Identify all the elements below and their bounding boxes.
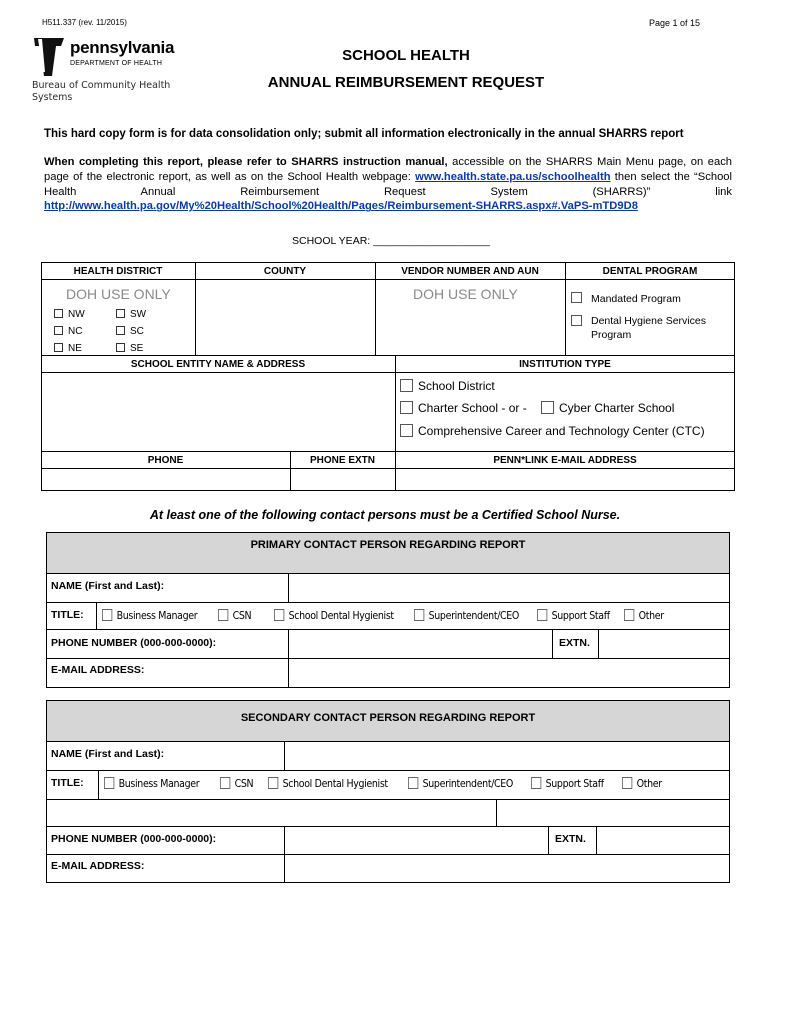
instructions-paragraph <box>44 155 732 214</box>
instructions-text-1: accessible on the SHARRS Main Menu page, on each page of the electronic report, as well as on the School Health webpage: <box>44 156 733 183</box>
county-field[interactable] <box>196 280 375 355</box>
district-nw[interactable]: NW <box>54 306 85 324</box>
secondary-blank-field[interactable] <box>497 800 729 826</box>
header-phone-extn: PHONE EXTN <box>309 455 375 466</box>
primary-extn-field[interactable] <box>599 630 729 658</box>
secondary-phone-field[interactable] <box>285 827 548 854</box>
primary-extn-label: EXTN. <box>559 637 590 649</box>
phone-field[interactable] <box>42 469 290 490</box>
header-health-district: HEALTH DISTRICT <box>73 266 163 277</box>
doh-use-only-district: DOH USE ONLY <box>66 286 171 302</box>
primary-title-dental-hygienist[interactable]: School Dental Hygienist <box>274 609 394 622</box>
primary-title-business-manager[interactable]: Business Manager <box>102 609 197 622</box>
inst-charter[interactable]: Charter School - or - <box>400 401 530 415</box>
inst-cyber-charter[interactable]: Cyber Charter School <box>541 401 674 415</box>
entity-name-address-field[interactable] <box>42 373 395 451</box>
sharrs-link[interactable]: http://www.health.pa.gov/My%20Health/School%20Health/Pages/Reimbursement-SHARRS.aspx#.VaPS-mTD9D8 <box>44 200 638 213</box>
secondary-extn-label: EXTN. <box>555 833 586 845</box>
secondary-title: SECONDARY CONTACT PERSON REGARDING REPORT <box>240 712 536 724</box>
header-entity: SCHOOL ENTITY NAME & ADDRESS <box>130 359 306 370</box>
secondary-email-field[interactable] <box>285 855 729 882</box>
primary-title-support-staff[interactable]: Support Staff <box>537 609 610 622</box>
page-subtitle: ANNUAL REIMBURSEMENT REQUEST <box>267 74 545 91</box>
district-se[interactable]: SE <box>116 340 143 358</box>
instructions-bold: When completing this report, please refer to SHARRS instruction manual, <box>44 156 448 168</box>
dental-hygiene-label: Dental Hygiene Services Program <box>591 315 706 341</box>
instructions-text-2: then select the “School Health Annual Reimbursement Request System (SHARRS)” link <box>44 170 732 198</box>
secondary-email-label: E-MAIL ADDRESS: <box>51 860 145 872</box>
hard-copy-note: This hard copy form is for data consolidation only; submit all information electronically in the annual SHARRS report <box>44 128 684 140</box>
primary-title: PRIMARY CONTACT PERSON REGARDING REPORT <box>250 539 526 551</box>
header-email: PENN*LINK E-MAIL ADDRESS <box>493 455 637 466</box>
district-nc[interactable]: NC <box>54 323 82 341</box>
primary-title-other[interactable]: Other <box>624 609 664 622</box>
form-id: H511.337 (rev. 11/2015) <box>42 18 127 27</box>
dental-mandated[interactable] <box>571 292 681 305</box>
phone-extn-field[interactable] <box>291 469 395 490</box>
secondary-title-other[interactable]: Other <box>622 777 662 790</box>
inst-or-text: - or - <box>498 401 531 415</box>
district-sc[interactable]: SC <box>116 323 144 341</box>
primary-name-field[interactable] <box>289 574 729 602</box>
inst-ctc[interactable]: Comprehensive Career and Technology Center (CTC) <box>400 424 705 438</box>
bureau-name: Bureau of Community Health Systems <box>32 80 171 103</box>
secondary-title-csn[interactable]: CSN <box>220 777 253 790</box>
primary-email-field[interactable] <box>289 659 729 687</box>
school-year-field[interactable] <box>292 235 490 247</box>
secondary-title-business-manager[interactable]: Business Manager <box>104 777 199 790</box>
secondary-title-support-staff[interactable]: Support Staff <box>531 777 604 790</box>
district-ne[interactable]: NE <box>54 340 82 358</box>
primary-phone-label: PHONE NUMBER (000-000-0000): <box>51 637 217 649</box>
email-field[interactable] <box>396 469 734 490</box>
header-phone: PHONE <box>147 455 184 466</box>
header-dental: DENTAL PROGRAM <box>602 266 698 277</box>
secondary-other-title-field[interactable] <box>47 800 496 826</box>
secondary-phone-label: PHONE NUMBER (000-000-0000): <box>51 833 217 845</box>
secondary-title-label: TITLE: <box>51 777 84 789</box>
secondary-extn-field[interactable] <box>597 827 729 854</box>
primary-title-superintendent[interactable]: Superintendent/CEO <box>414 609 519 622</box>
secondary-name-field[interactable] <box>285 742 729 770</box>
district-checkboxes <box>54 306 184 354</box>
logo-wordmark: pennsylvania <box>70 38 175 57</box>
page-number: Page 1 of 15 <box>648 18 700 28</box>
dental-mandated-label: Mandated Program <box>591 293 681 305</box>
school-year-tail: ___ <box>472 235 490 247</box>
certified-nurse-note: At least one of the following contact persons must be a Certified School Nurse. <box>149 508 621 522</box>
logo-department: DEPARTMENT OF HEALTH <box>70 60 163 67</box>
secondary-title-dental-hygienist[interactable]: School Dental Hygienist <box>268 777 388 790</box>
dental-hygiene[interactable] <box>571 314 731 342</box>
page-title: SCHOOL HEALTH <box>342 47 470 64</box>
header-vendor: VENDOR NUMBER AND AUN <box>401 266 539 277</box>
secondary-name-label: NAME (First and Last): <box>51 748 165 760</box>
primary-title-label: TITLE: <box>51 609 84 621</box>
inst-school-district[interactable]: School District <box>400 379 495 393</box>
secondary-title-superintendent[interactable]: Superintendent/CEO <box>408 777 513 790</box>
primary-name-label: NAME (First and Last): <box>51 580 165 592</box>
primary-email-label: E-MAIL ADDRESS: <box>51 664 145 676</box>
primary-title-csn[interactable]: CSN <box>218 609 251 622</box>
schoolhealth-link[interactable]: www.health.state.pa.us/schoolhealth <box>415 170 611 183</box>
doh-use-only-vendor: DOH USE ONLY <box>413 286 518 302</box>
primary-phone-field[interactable] <box>289 630 552 658</box>
school-year-label: SCHOOL YEAR: _________________ <box>292 235 473 247</box>
header-institution: INSTITUTION TYPE <box>519 359 611 370</box>
header-county: COUNTY <box>263 266 307 277</box>
district-sw[interactable]: SW <box>116 306 146 324</box>
